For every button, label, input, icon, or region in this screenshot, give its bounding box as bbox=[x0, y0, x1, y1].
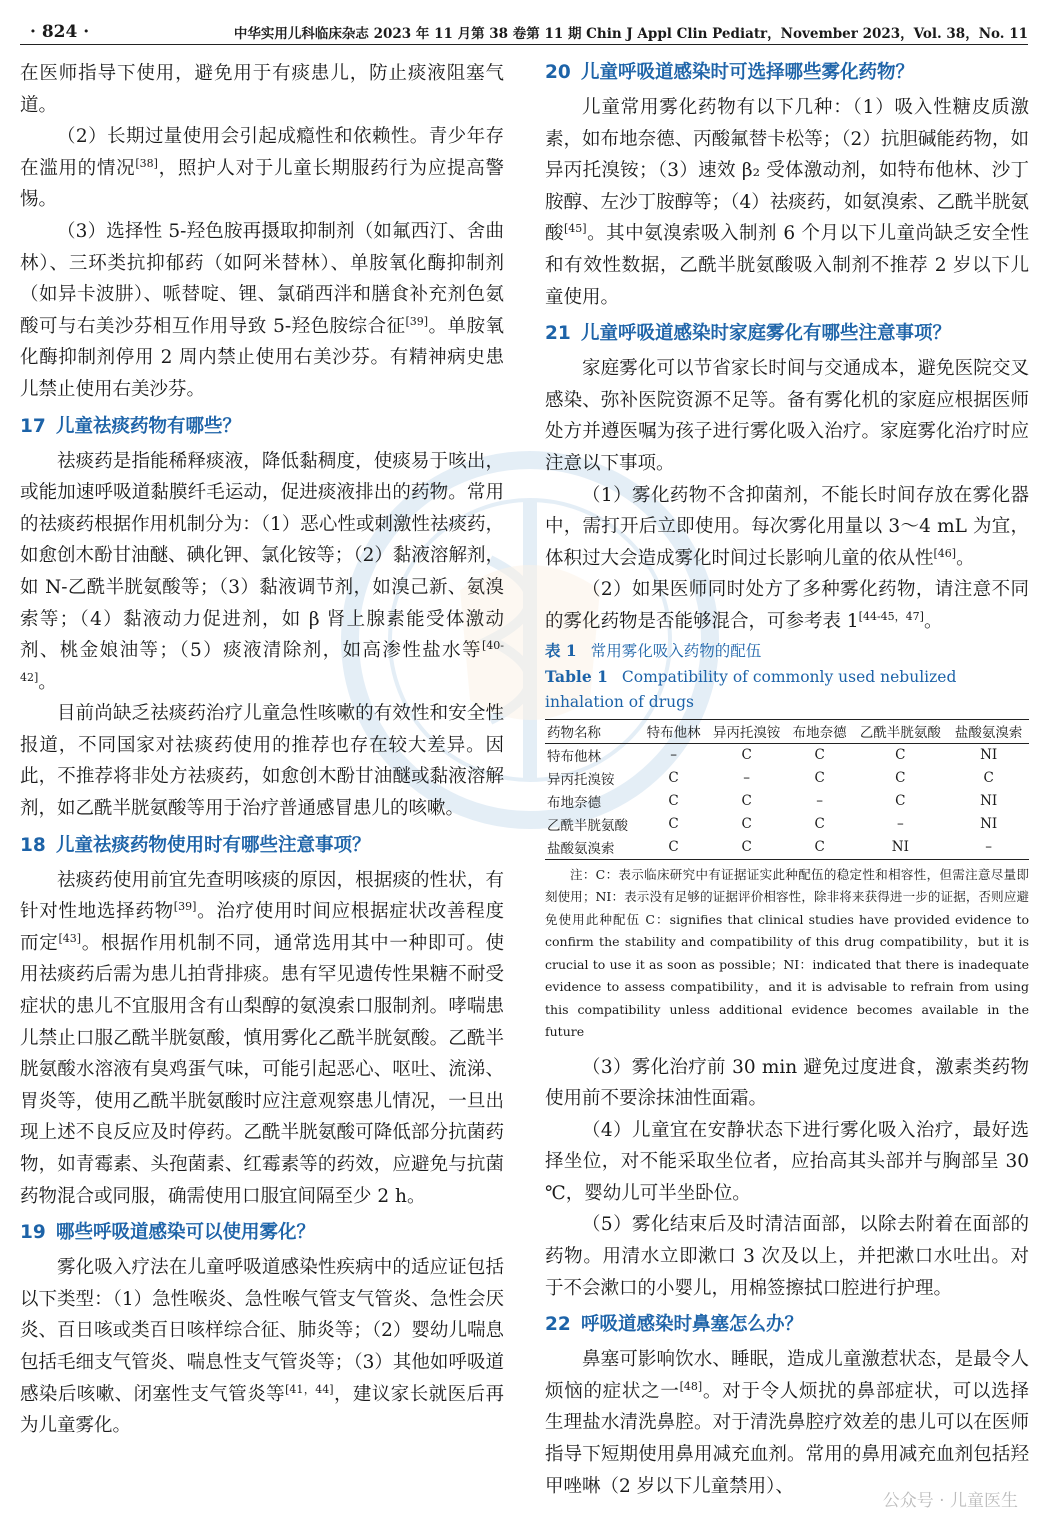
page-number: · 824 · bbox=[30, 22, 90, 42]
table-cell: C bbox=[895, 747, 906, 763]
table-cell: 布地奈德 bbox=[547, 795, 601, 811]
citation: [40-42] bbox=[20, 638, 504, 684]
citation: [48] bbox=[679, 1379, 703, 1393]
section-heading-17: 17 儿童祛痰药物有哪些？ bbox=[20, 415, 242, 437]
table-cell: C bbox=[895, 793, 906, 809]
table-header-cell: 异丙托溴铵 bbox=[706, 719, 787, 743]
citation: [39] bbox=[173, 900, 197, 914]
table-cell: C bbox=[668, 816, 679, 832]
table-cell: NI bbox=[852, 836, 948, 860]
section-heading-22: 22 呼吸道感染时鼻塞怎么办？ bbox=[545, 1314, 804, 1336]
section-heading-19: 19 哪些呼吸道感染可以使用雾化？ bbox=[20, 1222, 316, 1244]
table-cell: 特布他林 bbox=[547, 749, 601, 765]
paragraph: 儿童常用雾化药物有以下几种：（1）吸入性糖皮质激素，如布地奈德、丙酸氟替卡松等；（2）抗胆碱能药物，如异丙托溴铵；（3）速效 β₂ 受体激动剂，如特布他林、沙丁胺醇、左沙丁胺醇等；（4）祛痰药，如氨溴索、乙酰半胱氨酸[45]。其中氨溴索吸入制剂 6 个月以下儿童尚缺乏安全性和有效性数据，乙酰半胱氨酸吸入制剂不推荐 2 岁以下儿童使用。 bbox=[545, 97, 1029, 308]
paragraph: 鼻塞可影响饮水、睡眠，造成儿童激惹状态，是最令人烦恼的症状之一[48]。对于令人烦扰的鼻部症状，可以选择生理盐水清洗鼻腔。对于清洗鼻腔疗效差的患儿可以在医师指导下短期使用鼻用减充血剂。常用的鼻用减充血剂包括羟甲唑啉（2 岁以下儿童禁用）、 bbox=[545, 1349, 1029, 1497]
table-cell: C bbox=[814, 816, 825, 832]
table-cell: NI bbox=[980, 816, 998, 832]
wechat-watermark-text: 公众号 · 儿童医生 bbox=[882, 1491, 1018, 1511]
paragraph: （5）雾化结束后及时清洁面部，以除去附着在面部的药物。用清水立即漱口 3 次及以上，并把漱口水吐出。对于不会漱口的小婴儿，用棉签擦拭口腔进行护理。 bbox=[545, 1214, 1029, 1299]
table-cell: C bbox=[787, 836, 852, 860]
table-cell: C bbox=[814, 747, 825, 763]
compatibility-table bbox=[545, 719, 1029, 860]
table-cell: – bbox=[896, 816, 904, 832]
table-caption-en: Table 1 Compatibility of commonly used nebulized inhalation of drugs bbox=[545, 666, 957, 711]
table-cell: C bbox=[668, 793, 679, 809]
paragraph: 雾化吸入疗法在儿童呼吸道感染性疾病中的适应证包括以下类型：（1）急性喉炎、急性喉气管支气管炎、急性会厌炎、百日咳或类百日咳样综合征、肺炎等；（2）婴幼儿喘息包括毛细支气管炎、喘息性支气管炎等；（3）其他如呼吸道感染后咳嗽、闭塞性支气管炎等[41，44]，建议家长就医后再为儿童雾化。 bbox=[20, 1257, 504, 1437]
journal-running-head: 中华实用儿科临床杂志 2023 年 11 月第 38 卷第 11 期 Chin J Appl Clin Pediatr，November 2023，Vol. 38，No. 11 bbox=[233, 26, 1028, 42]
table-cell: C bbox=[741, 816, 752, 832]
paragraph: （3）选择性 5-羟色胺再摄取抑制剂（如氟西汀、舍曲林）、三环类抗抑郁药（如阿米替林）、单胺氧化酶抑制剂（如异卡波肼）、哌替啶、锂、氯硝西泮和膳食补充剂色氨酸可与右美沙芬相互作用导致 5-羟色胺综合征[39]。单胺氧化酶抑制剂停用 2 周内禁止使用右美沙芬。有精神病史患儿禁止使用右美沙芬。 bbox=[20, 220, 504, 400]
table-cell: C bbox=[814, 770, 825, 786]
table-cell: C bbox=[895, 770, 906, 786]
table-row bbox=[545, 743, 1029, 767]
table-header-cell: 布地奈德 bbox=[787, 719, 852, 743]
paragraph: 目前尚缺乏祛痰药治疗儿童急性咳嗽的有效性和安全性报道，不同国家对祛痰药使用的推荐也存在较大差异。因此，不推荐将非处方祛痰药，如愈创木酚甘油醚或黏液溶解剂，如乙酰半胱氨酸等用于治疗普通感冒患儿的咳嗽。 bbox=[20, 703, 504, 820]
table-cell: C bbox=[641, 836, 706, 860]
citation: [46] bbox=[933, 546, 957, 560]
table-cell: C bbox=[983, 770, 994, 786]
table-cell: NI bbox=[980, 747, 998, 763]
table-header-cell: 乙酰半胱氨酸 bbox=[852, 719, 948, 743]
table-cell: C bbox=[741, 793, 752, 809]
paragraph: （2）长期过量使用会引起成瘾性和依赖性。青少年存在滥用的情况[38]，照护人对于儿童长期服药行为应提高警惕。 bbox=[20, 126, 504, 211]
citation: [39] bbox=[405, 314, 429, 328]
table-cell: 乙酰半胱氨酸 bbox=[547, 818, 628, 834]
section-heading-20: 20 儿童呼吸道感染时可选择哪些雾化药物？ bbox=[545, 62, 915, 83]
table-row bbox=[545, 836, 1029, 860]
table-cell: C bbox=[741, 747, 752, 763]
table-cell: 盐酸氨溴索 bbox=[545, 836, 641, 860]
table-row bbox=[545, 790, 1029, 813]
citation: [45] bbox=[564, 222, 587, 236]
table-cell: C bbox=[668, 770, 679, 786]
section-heading-18: 18 儿童祛痰药物使用时有哪些注意事项？ bbox=[20, 834, 371, 856]
citation: [43] bbox=[58, 931, 82, 945]
left-column bbox=[20, 58, 504, 1442]
paragraph: 家庭雾化可以节省家长时间与交通成本，避免医院交叉感染、弥补医院资源不足等。备有雾化机的家庭应根据医师处方并遵医嘱为孩子进行雾化吸入治疗。家庭雾化治疗时应注意以下事项。 bbox=[545, 358, 1029, 474]
citation: [44-45，47] bbox=[858, 609, 924, 623]
table-cell: – bbox=[670, 747, 677, 763]
table-cell: – bbox=[948, 836, 1029, 860]
paragraph: 祛痰药使用前宜先查明咳痰的原因，根据痰的性状，有针对性地选择药物[39]。治疗使用时间应根据症状改善程度而定[43]。根据作用机制不同，通常选用其中一种即可。使用祛痰药后需为患儿拍背排痰。患有罕见遗传性果糖不耐受症状的患儿不宜服用含有山梨醇的氨溴索口服制剂。哮喘患儿禁止口服乙酰半胱氨酸，慎用雾化乙酰半胱氨酸。乙酰半胱氨酸水溶液有臭鸡蛋气味，可能引起恶心、呕吐、流涕、胃炎等，使用乙酰半胱氨酸时应注意观察患儿情况，一旦出现上述不良反应及时停药。乙酰半胱氨酸可降低部分抗菌药物，如青霉素、头孢菌素、红霉素等的药效，应避免与抗菌药物混合或同服，确需使用口服宜间隔至少 2 h。 bbox=[20, 869, 504, 1207]
paragraph: 在医师指导下使用，避免用于有痰患儿，防止痰液阻塞气道。 bbox=[20, 63, 504, 116]
table-header-row bbox=[545, 719, 1029, 743]
table-cell: C bbox=[706, 836, 787, 860]
paragraph: （2）如果医师同时处方了多种雾化药物，请注意不同的雾化药物是否能够混合，可参考表 1[44-45，47]。 bbox=[545, 579, 1029, 632]
table-row bbox=[545, 767, 1029, 790]
table-header-cell: 盐酸氨溴索 bbox=[948, 719, 1029, 743]
table-cell: – bbox=[743, 770, 751, 786]
table-cell: – bbox=[816, 793, 824, 809]
table-header-cell: 药物名称 bbox=[545, 719, 641, 743]
citation: [38] bbox=[135, 156, 158, 170]
table-caption-cn: 表 1 常用雾化吸入药物的配伍 bbox=[545, 640, 762, 660]
section-heading-21: 21 儿童呼吸道感染时家庭雾化有哪些注意事项？ bbox=[545, 323, 952, 345]
table-cell: NI bbox=[980, 793, 998, 809]
paragraph: （4）儿童宜在安静状态下进行雾化吸入治疗，最好选择坐位，对不能采取坐位者，应抬高其头部并与胸部呈 30 ℃，婴幼儿可半坐卧位。 bbox=[545, 1119, 1029, 1204]
paragraph: （1）雾化药物不含抑菌剂，不能长时间存放在雾化器中，需打开后立即使用。每次雾化用量以 3～4 mL 为宜，体积过大会造成雾化时间过长影响儿童的依从性[46]。 bbox=[545, 484, 1029, 569]
citation: [41，44] bbox=[285, 1382, 334, 1396]
table-row bbox=[545, 813, 1029, 836]
right-column bbox=[545, 58, 1029, 1502]
paragraph: 祛痰药是指能稀释痰液，降低黏稠度，使痰易于咳出，或能加速呼吸道黏膜纤毛运动，促进痰液排出的药物。常用的祛痰药根据作用机制分为：（1）恶心性或刺激性祛痰药，如愈创木酚甘油醚、碘化钾、氯化铵等；（2）黏液溶解剂，如 N-乙酰半胱氨酸等；（3）黏液调节剂，如溴己新、氨溴索等；（4）黏液动力促进剂，如 β 肾上腺素能受体激动剂、桃金娘油等；（5）痰液清除剂，如高渗性盐水等[40-42]。 bbox=[20, 450, 504, 693]
paragraph: （3）雾化治疗前 30 min 避免过度进食，激素类药物使用前不要涂抹油性面霜。 bbox=[545, 1056, 1029, 1110]
page-header bbox=[20, 16, 1028, 45]
table-note: 注：C：表示临床研究中有证据证实此种配伍的稳定性和相容性，但需注意尽量即刻使用；NI：表示没有足够的证据评价相容性，除非将来获得进一步的证据，否则应避免使用此种配伍 C：signifies that clinical studies have provided evidence to confirm the stability and compatibility of this drug compatibility，but it is crucial to use it as soon as possible；NI：indicated that there is inadequate evidence to assess compatibility，and it is advisable to refrain from using this compatibility unless additional evidence becomes available in the future bbox=[545, 866, 1029, 1039]
table-cell: 异丙托溴铵 bbox=[547, 772, 615, 788]
table-header-cell: 特布他林 bbox=[641, 719, 706, 743]
